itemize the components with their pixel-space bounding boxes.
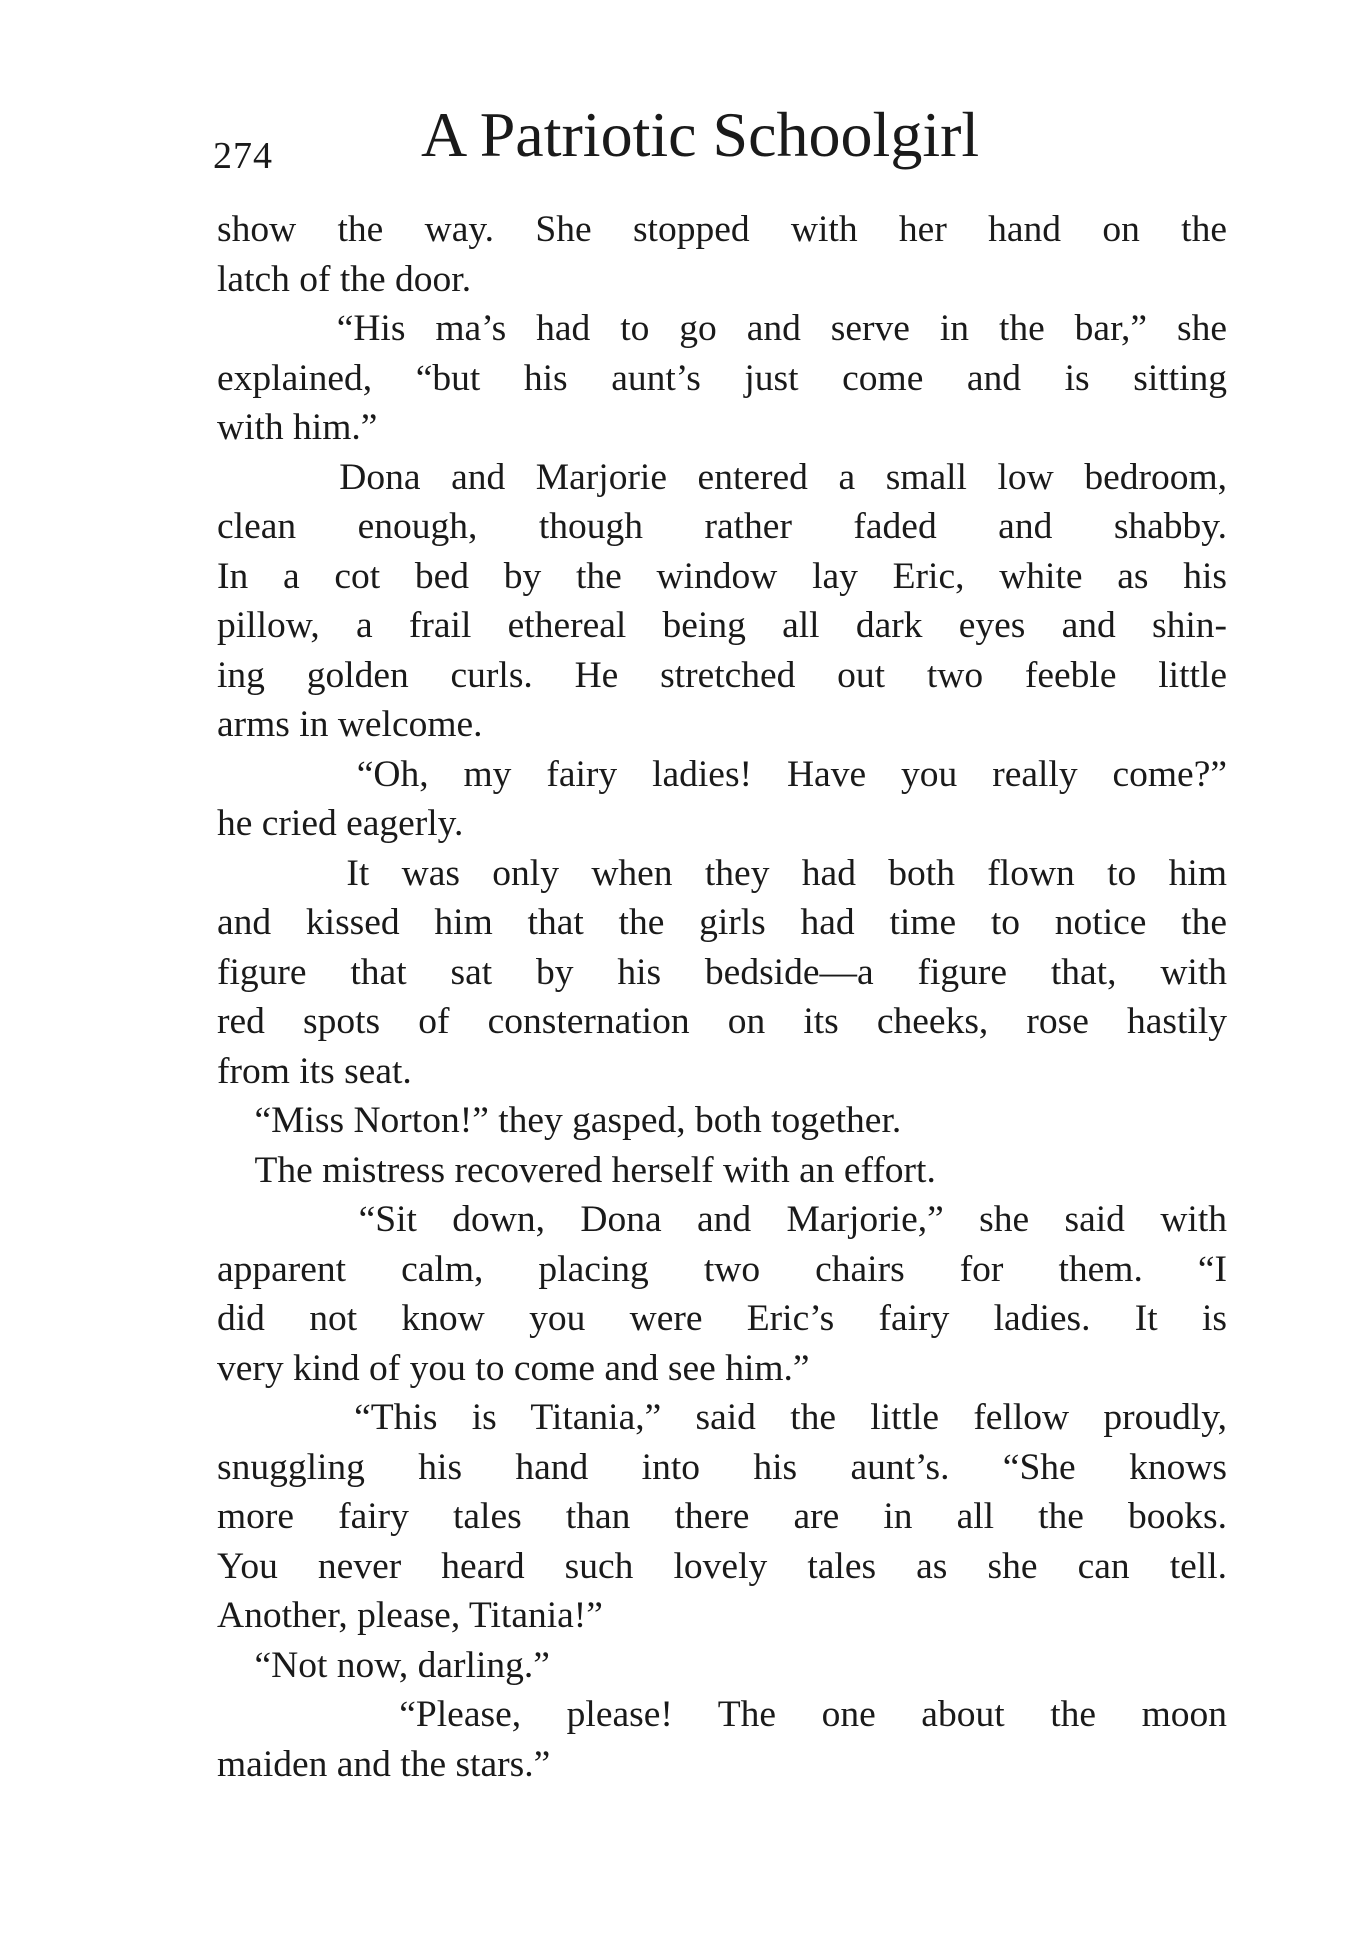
- text-line: maiden and the stars.”: [217, 1743, 551, 1785]
- text-line: explained, “but his aunt’s just come and is sitting: [217, 357, 1227, 399]
- text-line: You never heard such lovely tales as she can tell.: [217, 1545, 1227, 1587]
- text-line: very kind of you to come and see him.”: [217, 1347, 810, 1389]
- text-line: he cried eagerly.: [217, 803, 464, 844]
- text-line: ing golden curls. He stretched out two feeble little: [217, 654, 1227, 696]
- text-line: “His ma’s had to go and serve in the bar,” she: [217, 308, 1227, 349]
- text-line: arms in welcome.: [217, 704, 483, 745]
- page-number: 274: [213, 135, 273, 177]
- page-header: [213, 98, 1233, 178]
- text-line: from its seat.: [217, 1050, 412, 1092]
- text-line: The mistress recovered herself with an effort.: [217, 1149, 936, 1191]
- text-line: did not know you were Eric’s fairy ladies. It is: [217, 1298, 1227, 1339]
- text-line: “Not now, darling.”: [217, 1644, 550, 1686]
- running-title: A Patriotic Schoolgirl: [421, 99, 980, 170]
- text-line: clean enough, though rather faded and shabby.: [217, 506, 1227, 547]
- text-line: In a cot bed by the window lay Eric, white as his: [217, 555, 1227, 597]
- text-line: pillow, a frail ethereal being all dark eyes and shin-: [217, 605, 1227, 646]
- text-line: latch of the door.: [217, 258, 472, 300]
- text-line: “Oh, my fairy ladies! Have you really come?”: [217, 753, 1227, 795]
- text-line: Another, please, Titania!”: [217, 1595, 603, 1636]
- text-line: with him.”: [217, 407, 378, 448]
- text-line: “Please, please! The one about the moon: [217, 1694, 1227, 1735]
- text-line: Dona and Marjorie entered a small low bedroom,: [217, 456, 1227, 498]
- text-line: apparent calm, placing two chairs for them. “I: [217, 1248, 1227, 1290]
- text-line: snuggling his hand into his aunt’s. “She knows: [217, 1446, 1227, 1488]
- text-line: more fairy tales than there are in all the books.: [217, 1496, 1227, 1537]
- body-text: [217, 205, 1227, 1789]
- text-line: red spots of consternation on its cheeks, rose hastily: [217, 1001, 1227, 1042]
- text-line: show the way. She stopped with her hand on the: [217, 209, 1227, 250]
- text-line: “Miss Norton!” they gasped, both together.: [217, 1100, 902, 1141]
- text-line: and kissed him that the girls had time to notice the: [217, 902, 1227, 943]
- text-line: “Sit down, Dona and Marjorie,” she said with: [217, 1199, 1227, 1240]
- text-line: figure that sat by his bedside—a figure that, with: [217, 951, 1227, 993]
- text-line: It was only when they had both flown to him: [217, 852, 1227, 894]
- text-line: “This is Titania,” said the little fellow proudly,: [217, 1397, 1227, 1438]
